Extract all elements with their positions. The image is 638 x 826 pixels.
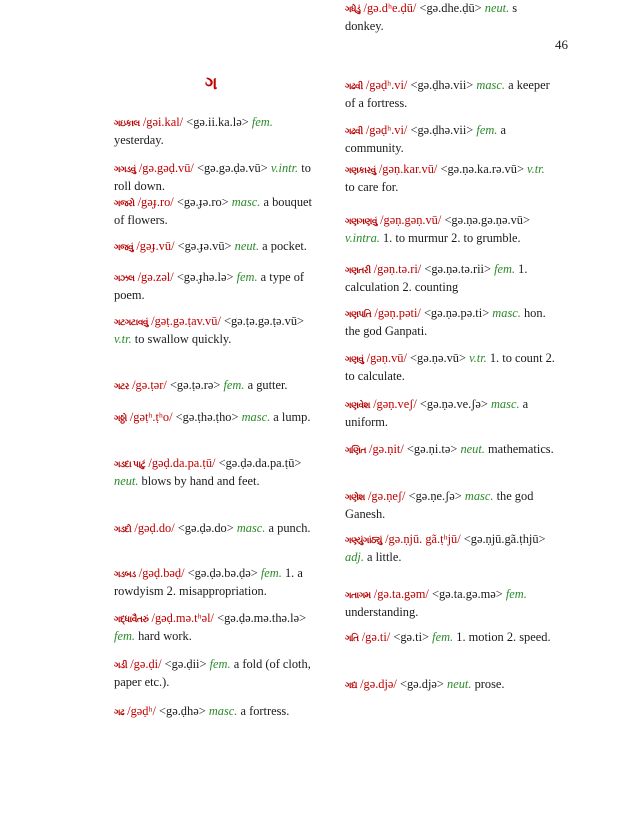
definition: a little. (367, 550, 402, 564)
part-of-speech: fem. (251, 115, 273, 129)
headword: ગણકારવું (345, 165, 376, 175)
dictionary-entry (345, 122, 555, 157)
part-of-speech: masc. (208, 704, 238, 718)
part-of-speech: masc. (490, 397, 520, 411)
part-of-speech: fem. (476, 123, 498, 137)
dictionary-entry (114, 313, 324, 348)
phonetic-transcription: /gə.ta.gəm/ (373, 587, 429, 601)
syllable-transcription: <gə.ḍə.bə.ḍə> (187, 566, 258, 580)
dictionary-entry (345, 350, 555, 385)
phonetic-transcription: /gə.gəḍ.vū/ (138, 161, 194, 175)
headword: ગણપતિ (345, 309, 372, 319)
phonetic-transcription: /gəḍ.do/ (134, 521, 175, 535)
phonetic-transcription: /gəḍʰ/ (127, 704, 156, 718)
headword: ગતિ (345, 633, 359, 643)
dictionary-entry (114, 703, 324, 721)
headword: ગઝલ (114, 273, 135, 283)
part-of-speech: v.tr. (469, 351, 487, 365)
syllable-transcription: <gə.ṇə.ve.ʃə> (419, 397, 488, 411)
headword: ગણ્યુંગાંઠ્યું (345, 535, 382, 545)
dictionary-entry (345, 212, 555, 247)
headword: ગદ્ધાવૈતરું (114, 614, 149, 624)
syllable-transcription: <gə.ṇi.tə> (406, 442, 458, 456)
phonetic-transcription: /gəṭ.gə.ṭav.vū/ (151, 314, 221, 328)
part-of-speech: masc. (241, 410, 271, 424)
dictionary-entry (345, 441, 555, 459)
dictionary-entry (345, 531, 555, 566)
phonetic-transcription: /gəṇ.pəti/ (374, 306, 421, 320)
syllable-transcription: <gə.ḍhə.vii> (410, 123, 474, 137)
syllable-transcription: <gə.ɟə.vū> (177, 239, 232, 253)
syllable-transcription: <gə.ṇə.gə.ṇə.vū> (444, 213, 530, 227)
syllable-transcription: <gə.ta.gə.mə> (431, 587, 503, 601)
phonetic-transcription: /gəɟ.vū/ (136, 239, 175, 253)
part-of-speech: neut. (234, 239, 260, 253)
phonetic-transcription: /gəḍʰ.vi/ (365, 78, 408, 92)
definition: the god Ganesh. (345, 489, 534, 521)
phonetic-transcription: /gəṇ.kar.vū/ (378, 162, 438, 176)
part-of-speech: neut. (460, 442, 485, 456)
syllable-transcription: <gə.ti> (393, 630, 430, 644)
phonetic-transcription: /gə.djə/ (360, 677, 397, 691)
part-of-speech: neut. (114, 474, 139, 488)
definition: a punch. (268, 521, 311, 535)
part-of-speech: masc. (476, 78, 505, 92)
definition: a uniform. (345, 397, 529, 429)
definition: hard work. (138, 629, 192, 643)
headword: ગણવું (345, 354, 364, 364)
definition: 1. to count 2. to calculate. (345, 351, 555, 383)
dictionary-entry (114, 194, 324, 229)
part-of-speech: v.intr. (270, 161, 299, 175)
part-of-speech: fem. (260, 566, 282, 580)
phonetic-transcription: /gə.dʰe.ḍū/ (363, 1, 417, 15)
dictionary-entry (114, 565, 324, 600)
syllable-transcription: <gə.ḍə.da.pa.ṭū> (218, 456, 302, 470)
definition: s donkey. (345, 1, 518, 33)
dictionary-entry (114, 455, 324, 490)
phonetic-transcription: /gəḍ.mə.tʰəl/ (151, 611, 214, 625)
dictionary-entry (114, 269, 324, 304)
phonetic-transcription: /gə.ṇjū. gã.ṭʰjū/ (385, 532, 461, 546)
headword: ગદ્ય (345, 680, 357, 690)
dictionary-entry (345, 629, 555, 647)
syllable-transcription: <gə.ṭhə.ṭho> (175, 410, 239, 424)
phonetic-transcription: /gə.zəl/ (137, 270, 174, 284)
phonetic-transcription: /gə.ti/ (361, 630, 391, 644)
dictionary-entry (345, 586, 555, 621)
headword: ગડદો (114, 524, 132, 534)
headword: ગઢ (114, 707, 125, 717)
phonetic-transcription: /gəɟ.ro/ (137, 195, 174, 209)
syllable-transcription: <gə.ii.ka.lə> (186, 115, 249, 129)
definition: a gutter. (247, 378, 288, 392)
phonetic-transcription: /gəḍ.bəḍ/ (138, 566, 185, 580)
phonetic-transcription: /gə.ṇeʃ/ (367, 489, 406, 503)
part-of-speech: masc. (231, 195, 261, 209)
syllable-transcription: <gə.ṇe.ʃə> (408, 489, 462, 503)
definition: to care for. (345, 180, 399, 194)
dictionary-entry (345, 161, 555, 196)
phonetic-transcription: /gəṇ.vū/ (366, 351, 407, 365)
definition: a bouquet of flowers. (114, 195, 313, 227)
dictionary-entry (114, 377, 324, 395)
headword: ગટર (114, 381, 129, 391)
headword: ગડબડ (114, 569, 136, 579)
part-of-speech: masc. (236, 521, 266, 535)
syllable-transcription: <gə.ṇjū.gã.ṭhjū> (463, 532, 546, 546)
syllable-transcription: <gə.ṇə.ka.rə.vū> (440, 162, 524, 176)
definition: understanding. (345, 605, 419, 619)
definition: to roll down. (114, 161, 311, 193)
definition: a keeper of a fortress. (345, 78, 550, 110)
syllable-transcription: <gə.ḍhə.vii> (410, 78, 474, 92)
definition: prose. (474, 677, 505, 691)
part-of-speech: neut. (447, 677, 472, 691)
headword: ગઢવી (345, 126, 363, 136)
part-of-speech: v.tr. (527, 162, 545, 176)
syllable-transcription: <gə.ṇə.vū> (410, 351, 466, 365)
syllable-transcription: <gə.ṭə.gə.ṭə.vū> (224, 314, 305, 328)
syllable-transcription: <gə.ḍə.do> (177, 521, 234, 535)
dictionary-entry (345, 305, 555, 340)
phonetic-transcription: /gəṇ.tə.ri/ (373, 262, 422, 276)
section-letter-heading: ગ (205, 74, 218, 93)
dictionary-entry (345, 676, 555, 694)
dictionary-entry (114, 409, 324, 427)
syllable-transcription: <gə.ṇə.tə.rii> (424, 262, 491, 276)
part-of-speech: adj. (345, 550, 364, 564)
headword: ગડદા પાટું (114, 459, 146, 469)
syllable-transcription: <gə.ḍhə> (159, 704, 206, 718)
part-of-speech: masc. (464, 489, 494, 503)
dictionary-entry (114, 520, 324, 538)
part-of-speech: fem. (236, 270, 258, 284)
phonetic-transcription: /gə.ḍi/ (130, 657, 162, 671)
headword: ગણિત (345, 445, 366, 455)
dictionary-entry (114, 160, 324, 195)
definition: a fortress. (240, 704, 290, 718)
headword: ગણવેશ (345, 400, 370, 410)
headword: ગઇકાલ (114, 118, 140, 128)
dictionary-entry (345, 488, 555, 523)
dictionary-entry (114, 238, 324, 256)
definition: a community. (345, 123, 507, 155)
headword: ગણગણવું (345, 216, 377, 226)
phonetic-transcription: /gəḍ.da.pa.ṭū/ (148, 456, 216, 470)
headword: ગણતરી (345, 265, 371, 275)
syllable-transcription: <gə.ṭə.rə> (169, 378, 221, 392)
headword: ગગડવું (114, 164, 136, 174)
part-of-speech: fem. (114, 629, 135, 643)
phonetic-transcription: /gəṇ.veʃ/ (373, 397, 417, 411)
phonetic-transcription: /gə.ṇit/ (369, 442, 404, 456)
dictionary-entry (345, 77, 555, 112)
definition: a fold (of cloth, paper etc.). (114, 657, 311, 689)
definition: 1. a rowdyism 2. misappropriation. (114, 566, 303, 598)
headword: ગડી (114, 660, 128, 670)
phonetic-transcription: /gəi.kal/ (142, 115, 184, 129)
phonetic-transcription: /gəḍʰ.vi/ (365, 123, 408, 137)
part-of-speech: v.tr. (114, 332, 132, 346)
part-of-speech: v.intra. (345, 231, 380, 245)
dictionary-entry (345, 0, 555, 35)
headword: ગઢવી (345, 81, 363, 91)
definition: to swallow quickly. (134, 332, 232, 346)
syllable-transcription: <gə.ɟhə.lə> (176, 270, 234, 284)
headword: ગણેશ (345, 492, 365, 502)
syllable-transcription: <gə.ɟə.ro> (176, 195, 229, 209)
definition: 1. calculation 2. counting (345, 262, 528, 294)
dictionary-entry (345, 261, 555, 296)
part-of-speech: neut. (484, 1, 510, 15)
phonetic-transcription: /gəṭʰ.ṭʰo/ (129, 410, 173, 424)
headword: ગતાગમ (345, 590, 371, 600)
definition: a type of poem. (114, 270, 305, 302)
definition: yesterday. (114, 133, 164, 147)
part-of-speech: fem. (505, 587, 527, 601)
part-of-speech: fem. (209, 657, 231, 671)
definition: blows by hand and feet. (141, 474, 260, 488)
definition: hon. the god Ganpati. (345, 306, 546, 338)
definition: 1. to murmur 2. to grumble. (382, 231, 521, 245)
part-of-speech: masc. (492, 306, 521, 320)
phonetic-transcription: /gə.ṭər/ (132, 378, 167, 392)
phonetic-transcription: /gəṇ.gəṇ.vū/ (380, 213, 442, 227)
syllable-transcription: <gə.ṇə.pə.ti> (423, 306, 490, 320)
part-of-speech: fem. (494, 262, 516, 276)
definition: a pocket. (262, 239, 307, 253)
syllable-transcription: <gə.ḍii> (164, 657, 207, 671)
part-of-speech: fem. (223, 378, 245, 392)
headword: ગજવું (114, 242, 134, 252)
headword: ગધેડું (345, 4, 361, 14)
headword: ગજરો (114, 198, 135, 208)
dictionary-entry (345, 396, 555, 431)
dictionary-entry (114, 656, 324, 691)
page-number: 46 (555, 37, 568, 52)
part-of-speech: fem. (432, 630, 454, 644)
definition: mathematics. (488, 442, 554, 456)
dictionary-entry (114, 114, 324, 149)
syllable-transcription: <gə.ḍə.mə.thə.lə> (217, 611, 307, 625)
definition: a lump. (273, 410, 311, 424)
syllable-transcription: <gə.dhe.ḍū> (419, 1, 482, 15)
dictionary-entry (114, 610, 324, 645)
headword: ગટગટાવવું (114, 317, 149, 327)
definition: 1. motion 2. speed. (456, 630, 551, 644)
headword: ગઠ્ઠો (114, 413, 127, 423)
syllable-transcription: <gə.gə.ḍə.vū> (196, 161, 268, 175)
syllable-transcription: <gə.djə> (400, 677, 444, 691)
